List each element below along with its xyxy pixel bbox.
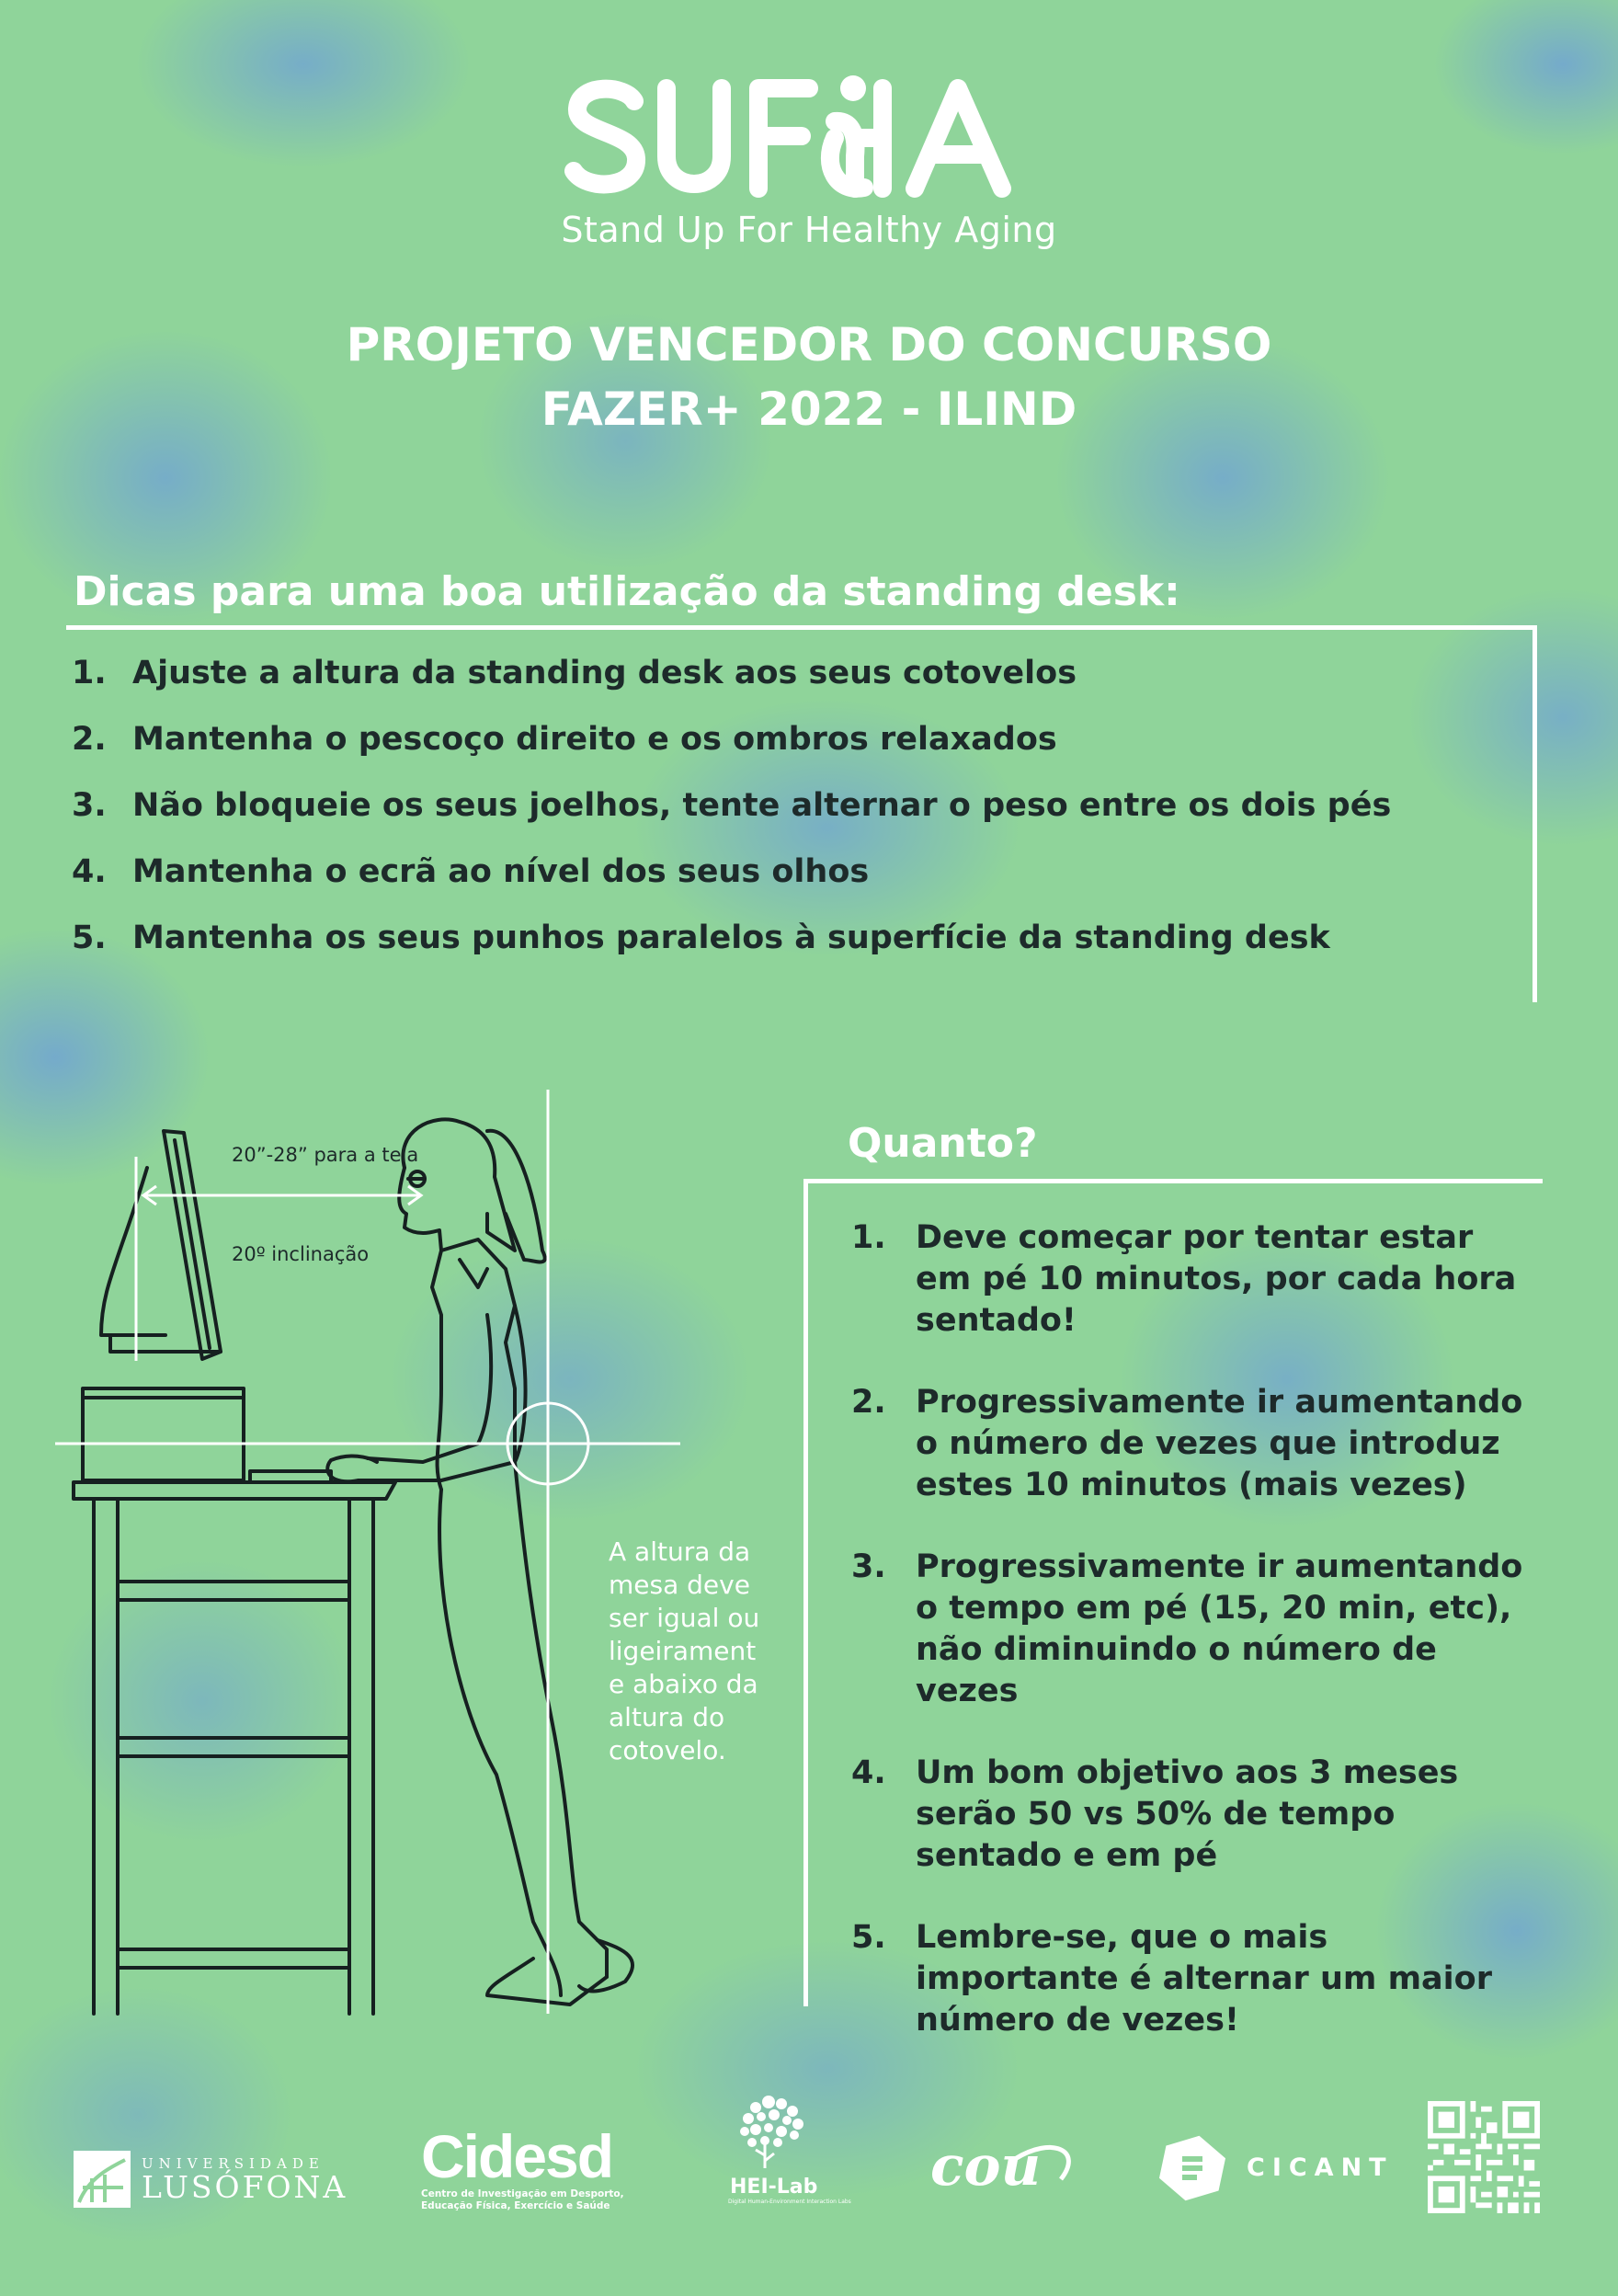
list-item [851, 1547, 1532, 1712]
list-text: Lembre-se, que o mais importante é alternar um maior número de vezes! [916, 1919, 1492, 2039]
list-item [851, 1917, 1532, 2041]
list-item [72, 853, 1391, 920]
standing-desk-illustration [55, 1076, 699, 2023]
cou-wordmark: cou [930, 2134, 1042, 2199]
list-number: 4. [851, 1754, 886, 1791]
cidesd-logo [421, 2124, 642, 2212]
list-number: 2. [72, 721, 107, 758]
tips-heading: Dicas para uma boa utilização da standing desk: [74, 568, 1180, 615]
cicant-wordmark: CICANT [1247, 2153, 1394, 2182]
list-number: 5. [851, 1919, 886, 1956]
sufha-logo [561, 64, 1057, 211]
list-number: 1. [851, 1219, 886, 1256]
cicant-logo [1157, 2131, 1394, 2203]
list-text: Progressivamente ir aumentando o tempo em pé (15, 20 min, etc), não diminuindo o número de vezes [916, 1548, 1523, 1709]
list-item [72, 721, 1391, 787]
height-note: A altura da mesa deve ser igual ou ligeirament e abaixo da altura do cotovelo. [609, 1536, 760, 1765]
tilt-label: 20º inclinação [232, 1243, 370, 1265]
project-title-line2: FAZER+ 2022 - ILIND [541, 383, 1077, 436]
project-title [0, 313, 1618, 441]
list-number: 4. [72, 853, 107, 890]
quanto-list [851, 1217, 1532, 2082]
heilab-wordmark: HEI-Lab [730, 2176, 818, 2199]
list-item [851, 1753, 1532, 1877]
distance-label: 20”-28” para a tela [232, 1144, 419, 1166]
quanto-heading: Quanto? [848, 1120, 1038, 1167]
list-item [72, 920, 1391, 986]
lusofona-emblem-icon [74, 2151, 131, 2208]
lusofona-top-text: UNIVERSIDADE [142, 2155, 325, 2172]
brain-tree-icon [728, 2089, 820, 2172]
heilab-subtitle: Digital Human-Environment Interaction Labs [728, 2199, 851, 2205]
list-text: Mantenha os seus punhos paralelos à superfície da standing desk [132, 920, 1330, 956]
cidesd-wordmark: Cidesd [421, 2122, 613, 2190]
list-item [72, 655, 1391, 721]
list-number: 1. [72, 655, 107, 691]
list-item [851, 1382, 1532, 1506]
list-text: Deve começar por tentar estar em pé 10 minutos, por cada hora sentado! [916, 1219, 1517, 1339]
list-number: 5. [72, 920, 107, 956]
cidesd-subtitle: Centro de Investigação em Desporto, Educação Física, Exercício e Saúde [421, 2188, 624, 2211]
list-item [851, 1217, 1532, 1342]
list-text: Um bom objetivo aos 3 meses serão 50 vs 50% de tempo sentado e em pé [916, 1754, 1459, 1874]
qr-code-icon[interactable] [1428, 2101, 1540, 2213]
list-number: 3. [72, 787, 107, 824]
list-text: Ajuste a altura da standing desk aos seus cotovelos [132, 655, 1077, 691]
heilab-logo [728, 2089, 875, 2205]
list-text: Progressivamente ir aumentando o número de vezes que introduz estes 10 minutos (mais vezes) [916, 1384, 1523, 1503]
list-text: Mantenha o pescoço direito e os ombros relaxados [132, 721, 1057, 758]
lusofona-logo [74, 2150, 348, 2209]
cou-logo [923, 2131, 1098, 2205]
cicant-emblem-icon [1157, 2131, 1228, 2203]
list-item [72, 787, 1391, 853]
tagline: Stand Up For Healthy Aging [561, 210, 1057, 250]
list-text: Não bloqueie os seus joelhos, tente alternar o peso entre os dois pés [132, 787, 1392, 824]
lusofona-bottom-text: LUSÓFONA [142, 2169, 348, 2205]
list-number: 3. [851, 1548, 886, 1585]
list-number: 2. [851, 1384, 886, 1421]
list-text: Mantenha o ecrã ao nível dos seus olhos [132, 853, 870, 890]
project-title-line1: PROJETO VENCEDOR DO CONCURSO [346, 318, 1272, 371]
tips-list [72, 655, 1391, 986]
